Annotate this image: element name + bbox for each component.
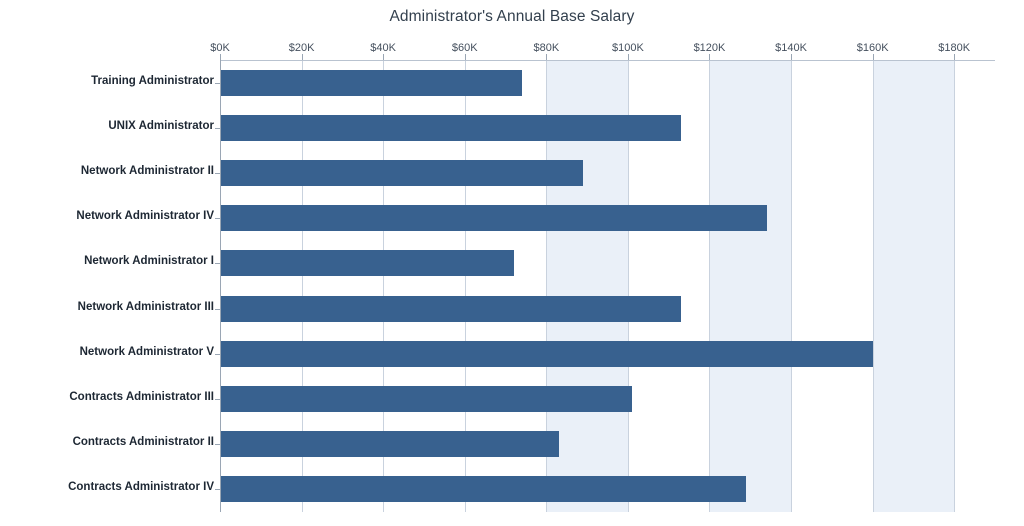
x-tick-label: $0K	[210, 42, 230, 54]
x-axis-line	[220, 60, 995, 61]
x-tick-label: $140K	[775, 42, 807, 54]
y-tick-mark	[215, 354, 220, 355]
gridline	[873, 60, 874, 512]
y-tick-mark	[215, 128, 220, 129]
y-axis-category-label: Network Administrator II	[80, 165, 214, 177]
y-tick-mark	[215, 309, 220, 310]
x-tick-label: $100K	[611, 42, 644, 54]
x-tick-label: $160K	[856, 42, 889, 54]
gridline	[709, 60, 710, 512]
bar[interactable]	[220, 296, 681, 322]
y-tick-mark	[215, 489, 220, 490]
y-tick-mark	[215, 83, 220, 84]
gridline	[954, 60, 955, 512]
bar[interactable]	[220, 476, 746, 502]
x-tick-label: $20K	[288, 42, 315, 54]
bar[interactable]	[220, 70, 522, 96]
y-axis-line	[220, 60, 221, 512]
y-axis-category-label: Contracts Administrator II	[72, 436, 214, 449]
y-axis-category-label: Network Administrator IV	[76, 210, 214, 223]
y-axis-category-label: Contracts Administrator IV	[68, 481, 214, 494]
chart-band	[709, 60, 791, 512]
bar[interactable]	[220, 160, 583, 186]
y-axis-category-label: Network Administrator I	[84, 255, 214, 268]
y-tick-mark	[215, 263, 220, 264]
bar[interactable]	[220, 431, 559, 457]
y-axis-category-label: Network Administrator III	[77, 300, 214, 313]
x-tick-label: $180K	[938, 42, 971, 54]
y-tick-mark	[215, 218, 220, 219]
bar[interactable]	[220, 341, 873, 367]
chart-band	[873, 60, 955, 512]
x-tick-label: $60K	[451, 42, 478, 54]
bar[interactable]	[220, 205, 767, 231]
y-tick-mark	[215, 173, 220, 174]
y-axis-category-label: Network Administrator V	[79, 345, 214, 358]
x-tick-label: $80K	[533, 42, 560, 54]
bar[interactable]	[220, 115, 681, 141]
bar[interactable]	[220, 386, 632, 412]
plot-area	[220, 60, 995, 512]
y-axis-category-label: Training Administrator	[91, 74, 214, 87]
y-tick-mark	[215, 444, 220, 445]
chart-title: Administrator's Annual Base Salary	[389, 8, 635, 25]
x-tick-label: $40K	[370, 42, 397, 54]
y-axis-category-label: Contracts Administrator III	[69, 391, 214, 403]
gridline	[791, 60, 792, 512]
bar[interactable]	[220, 250, 514, 276]
y-tick-mark	[215, 399, 220, 400]
y-axis-category-label: UNIX Administrator	[108, 119, 214, 132]
x-tick-label: $120K	[693, 42, 726, 54]
